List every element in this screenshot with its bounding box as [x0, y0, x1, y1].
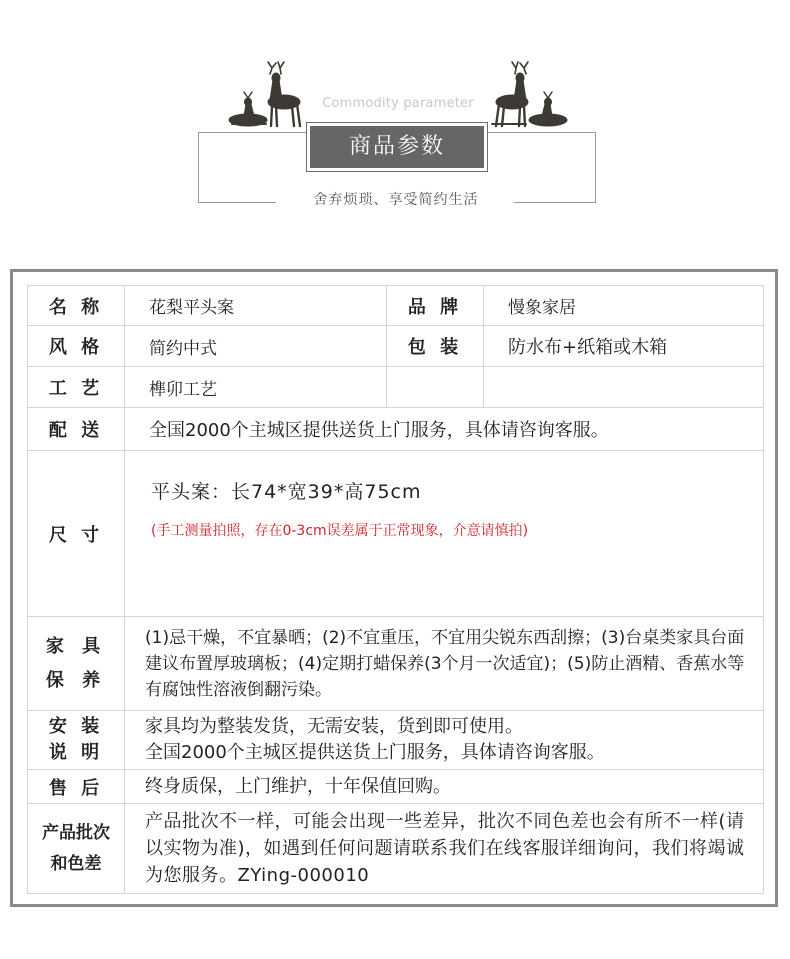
size-cell: [125, 451, 764, 617]
section-header: [0, 0, 790, 250]
table-row: [28, 408, 764, 451]
table-row: [28, 451, 764, 617]
deer-icon: [226, 60, 310, 130]
care-text: (1)忌干燥，不宜暴晒；(2)不宜重压，不宜用尖锐东西刮擦；(3)台桌类家具台面建议布置厚玻璃板；(4)定期打蜡保养(3个月一次适宜)；(5)防止酒精、香蕉水等有腐蚀性溶液倒翻污染。: [125, 617, 764, 711]
after-value: 终身质保，上门维护，十年保值回购。: [125, 770, 764, 804]
empty-cell: [387, 367, 484, 408]
care-label: [28, 617, 125, 711]
params-panel: [10, 269, 778, 907]
care-label-line: 家 具: [45, 635, 107, 657]
delivery-value: 全国2000个主城区提供送货上门服务，具体请咨询客服。: [125, 408, 764, 451]
pack-value: 防水布+纸箱或木箱: [484, 326, 764, 367]
craft-label: 工 艺: [28, 367, 125, 408]
name-label: 名 称: [28, 286, 125, 326]
pack-label: 包 装: [387, 326, 484, 367]
size-value: 平头案：长74*宽39*高75cm: [151, 481, 422, 503]
brand-label: 品 牌: [387, 286, 484, 326]
table-row: [28, 326, 764, 367]
table-row: [28, 617, 764, 711]
style-label: 风 格: [28, 326, 125, 367]
install-line: 家具均为整装发货，无需安装，货到即可使用。: [145, 716, 523, 737]
title-badge: 商品参数: [310, 126, 484, 168]
empty-cell: [484, 367, 764, 408]
batch-label: [28, 804, 125, 894]
delivery-label: 配 送: [28, 408, 125, 451]
deer-icon: [486, 60, 570, 130]
table-row: [28, 367, 764, 408]
subtitle-en: Commodity parameter: [322, 96, 474, 111]
table-row: [28, 770, 764, 804]
size-label: 尺 寸: [28, 451, 125, 617]
slogan: 舍弃烦琐、享受简约生活: [313, 192, 479, 208]
craft-value: 榫卯工艺: [125, 367, 387, 408]
batch-label-line: 产品批次: [42, 822, 110, 843]
care-label-line: 保 养: [45, 669, 107, 691]
install-label: [28, 711, 125, 770]
header-frame-line: [514, 202, 595, 203]
install-label-line: 安 装: [48, 716, 104, 737]
batch-text: 产品批次不一样，可能会出现一些差异，批次不同色差也会有所不一样(请以实物为准)，如遇到任何问题请联系我们在线客服详细询问，我们将竭诚为您服务。ZYing-000010: [125, 804, 764, 894]
after-label: 售 后: [28, 770, 125, 804]
table-row: [28, 286, 764, 326]
size-note: (手工测量拍照，存在0-3cm误差属于正常现象，介意请慎拍): [151, 523, 529, 539]
name-value: 花梨平头案: [125, 286, 387, 326]
params-table: [27, 285, 764, 894]
table-row: [28, 804, 764, 894]
table-row: [28, 711, 764, 770]
install-cell: [125, 711, 764, 770]
style-value: 简约中式: [125, 326, 387, 367]
brand-value: 慢象家居: [484, 286, 764, 326]
install-line: 全国2000个主城区提供送货上门服务，具体请咨询客服。: [145, 742, 605, 763]
batch-label-line: 和色差: [50, 853, 102, 874]
header-frame-line: [198, 202, 276, 203]
install-label-line: 说 明: [48, 742, 104, 763]
